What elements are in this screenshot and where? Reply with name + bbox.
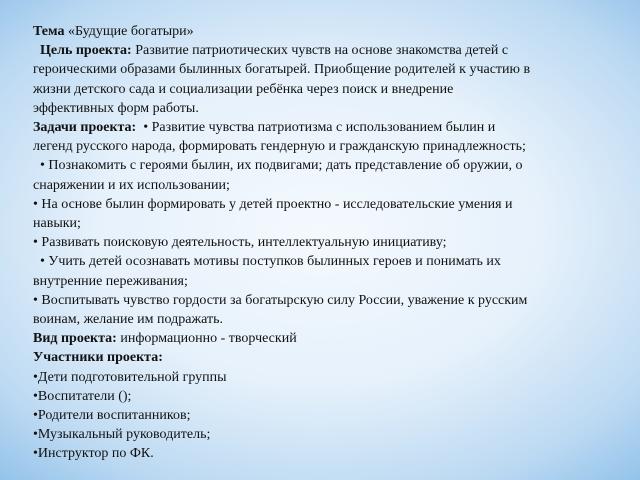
type-label: Вид проекта: [33,331,117,347]
goal-label: Цель проекта: [40,43,132,59]
theme-label: Тема [33,24,65,39]
goal-line-2: героическими образами былинных богатырей. Приобщение родителей к участию в [33,62,531,78]
theme-value: «Будущие богатыри» [67,24,194,39]
theme-line [33,22,619,41]
tasks-label: Задачи проекта: [33,120,137,136]
participant-item-1: •Дети подготовительной группы [33,369,227,385]
tasks-line-6: навыки; [33,216,81,232]
goal-line-3: жизни детского сада и социализации ребёнка через поиск и внедрение [33,81,454,97]
tasks-line-7: • Развивать поисковую деятельность, интеллектуальную инициативу; [33,235,447,251]
participant-item-4: •Музыкальный руководитель; [33,427,211,443]
participant-item-5: •Инструктор по ФК. [33,446,154,462]
type-value: информационно - творческий [120,331,297,347]
tasks-line-4: снаряжении и их использовании; [33,177,230,193]
goal-text-1: Развитие патриотических чувств на основе знакомства детей с [135,43,509,59]
tasks-line-1 [33,118,619,137]
tasks-line-2: легенд русского народа, формировать гендерную и гражданскую принадлежность; [33,139,526,155]
participants-label: Участники проекта: [33,350,163,366]
tasks-line-9: внутренние переживания; [33,273,188,289]
tasks-line-3: • Познакомить с героями былин, их подвигами; дать представление об оружии, о [40,158,523,174]
tasks-line-8: • Учить детей осознавать мотивы поступков былинных героев и понимать их [40,254,501,270]
goal-line-4: эффективных форм работы. [33,100,199,116]
tasks-line-10: • Воспитывать чувство гордости за богатырскую силу России, уважение к русским [33,292,528,308]
tasks-line-11: воинам, желание им подражать. [33,312,223,328]
type-line [33,329,619,348]
tasks-line-5: • На основе былин формировать у детей проектно - исследовательские умения и [33,196,513,212]
participant-item-2: •Воспитатели (); [33,388,132,404]
participant-item-3: •Родители воспитанников; [33,408,191,424]
goal-line-1 [33,41,619,60]
tasks-text-1: • Развитие чувства патриотизма с использованием былин и [143,120,496,136]
slide-text-body [33,22,619,472]
